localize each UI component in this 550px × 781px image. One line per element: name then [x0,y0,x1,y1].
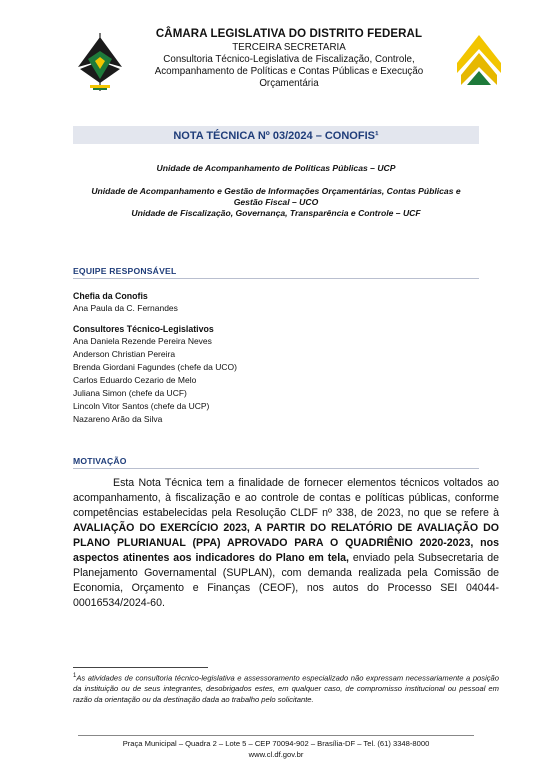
footer-address: Praça Municipal – Quadra 2 – Lote 5 – CEP 70094-902 – Brasília-DF – Tel. (61) 3348-8000 [122,739,430,748]
responsible-units [73,163,479,219]
consultants-role-label: Consultores Técnico-Legislativos [73,324,214,334]
header-department-line: Consultoria Técnico-Legislativa de Fiscalização, Controle, [163,54,415,65]
header-department-line: Orçamentária [259,78,319,89]
consultant-name: Carlos Eduardo Cezario de Melo [73,375,197,385]
chief-name: Ana Paula da C. Fernandes [73,303,178,313]
header-secretariat: TERCEIRA SECRETARIA [232,42,346,53]
consultant-name: Lincoln Vitor Santos (chefe da UCP) [73,401,210,411]
footnote-text: As atividades de consultoria técnico-legislativa e assessoramento especializado não expressam necessariamente a posição da instituição ou de seus integrantes, desobrigados estes, em qualquer caso, de compromisso institucional ou pessoal em razão da orientação ou da destinação dada ao trabalho pelo solicitante. [73,673,499,704]
consultant-name: Nazareno Arão da Silva [73,414,163,424]
consultant-name: Juliana Simon (chefe da UCF) [73,388,187,398]
unit-line: Unidade de Acompanhamento de Políticas Públicas – UCP [156,163,396,173]
note-title-bar [73,126,479,144]
team-section-heading: EQUIPE RESPONSÁVEL [73,266,479,279]
unit-line: Unidade de Acompanhamento e Gestão de Informações Orçamentárias, Contas Públicas e [91,186,461,196]
footnote-rule [73,667,208,668]
footnote-mark: 1 [73,673,77,679]
footnote [73,671,499,705]
chevron-logo-icon [455,33,503,89]
motivation-text: enviado pela Subsecretaria de Planejamento Governamental (SUPLAN), com demanda realizada pela Comissão de Economia, Orçamento e Finanças (CEOF), nos autos do Processo SEI 04044-00016534/2024-60. [73,552,499,609]
cldf-emblem-icon [74,33,126,91]
document-header [130,27,448,90]
institution-title: CÂMARA LEGISLATIVA DO DISTRITO FEDERAL [155,28,423,40]
chief-role-label: Chefia da Conofis [73,291,148,301]
consultant-name: Brenda Giordani Fagundes (chefe da UCO) [73,362,237,372]
unit-line: Gestão Fiscal – UCO [233,197,319,207]
consultant-name: Anderson Christian Pereira [73,349,176,359]
unit-line: Unidade de Fiscalização, Governança, Transparência e Controle – UCF [131,208,421,218]
motivation-section-heading: MOTIVAÇÃO [73,456,479,469]
motivation-emphasis: AVALIAÇÃO DO EXERCÍCIO 2023, A PARTIR DO RELATÓRIO DE AVALIAÇÃO DO PLANO PLURIANUAL (PPA) APROVADO PARA O QUADRIÊNIO 2020-2023, nos aspectos atinentes aos indicadores do Plano em tela, [73,522,499,564]
header-department-line: Acompanhamento de Políticas e Contas Públicas e Execução [154,66,424,77]
footer-website-link[interactable]: www.cl.df.gov.br [248,750,304,759]
motivation-text: Esta Nota Técnica tem a finalidade de fornecer elementos técnicos voltados ao acompanhamento, à fiscalização e ao controle de contas e políticas públicas, conforme competências estabelecidas pela Resolução CLDF nº 338, de 2023, no que se refere à [73,477,499,519]
page-footer [73,738,479,760]
team-list [73,290,479,426]
consultant-name: Ana Daniela Rezende Pereira Neves [73,336,212,346]
note-title: NOTA TÉCNICA Nº 03/2024 – CONOFIS¹ [173,130,379,142]
footer-rule [78,735,474,736]
motivation-paragraph [73,476,499,611]
